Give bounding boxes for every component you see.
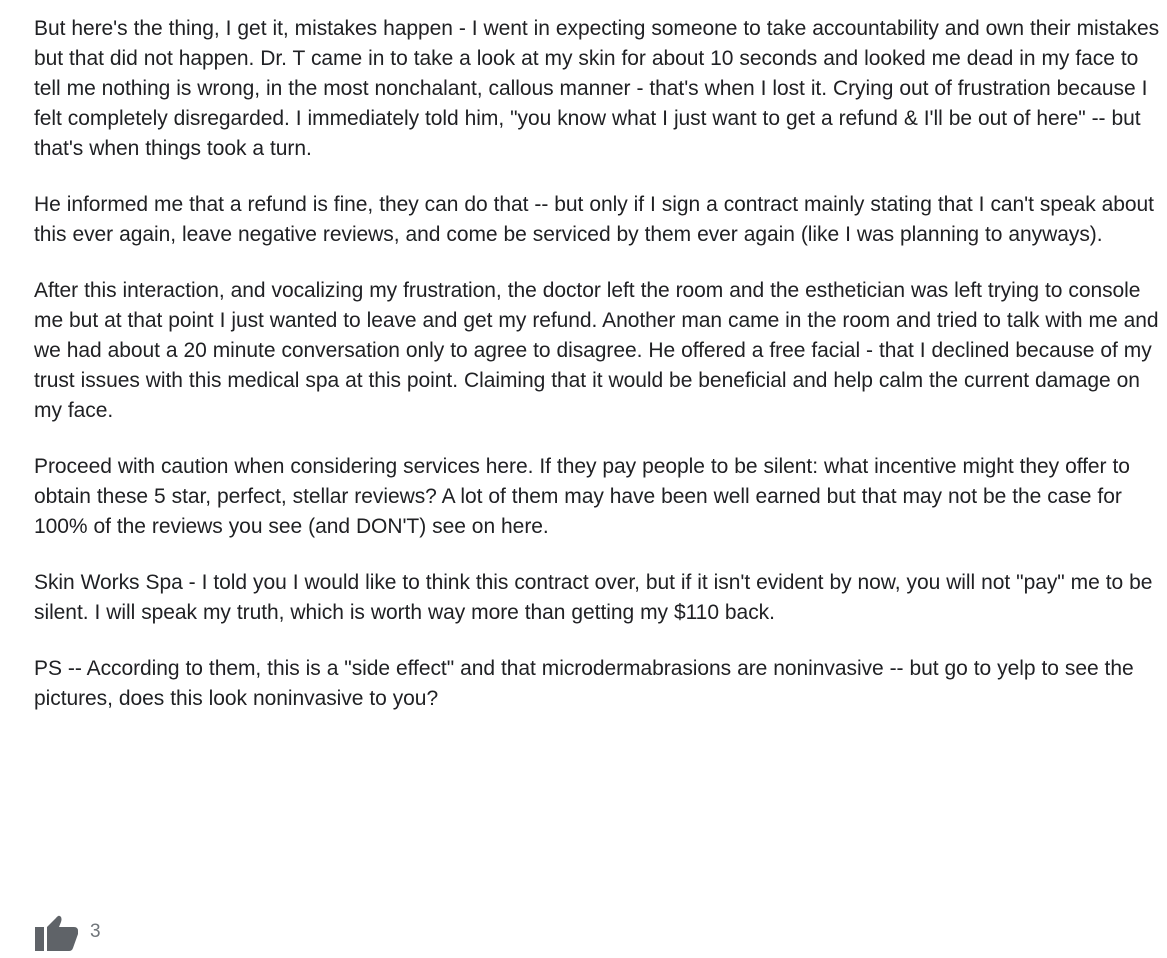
review-paragraph: After this interaction, and vocalizing my frustration, the doctor left the room and the esthetician was left trying to console me but at that point I just wanted to leave and get my refund. Another man came in the room and tried to talk with me and we had about a 20 minute conversation only to agree to disagree. He offered a free facial - that I declined because of my trust issues with this medical spa at this point. Claiming that it would be beneficial and help calm the current damage on my face. (34, 279, 1159, 422)
review-paragraph: He informed me that a refund is fine, they can do that -- but only if I sign a contract mainly stating that I can't speak about this ever again, leave negative reviews, and come be serviced by them ever again (like I was planning to anyways). (34, 193, 1154, 246)
review-text (34, 14, 1162, 714)
review-feedback (34, 912, 101, 952)
thumbs-up-icon (34, 912, 80, 952)
like-button[interactable] (34, 910, 101, 954)
review-paragraph: But here's the thing, I get it, mistakes happen - I went in expecting someone to take accountability and own their mistakes but that did not happen. Dr. T came in to take a look at my skin for about 10 seconds and looked me dead in my face to tell me nothing is wrong, in the most nonchalant, callous manner - that's when I lost it. Crying out of frustration because I felt completely disregarded. I immediately told him, "you know what I just want to get a refund & I'll be out of here" -- but that's when things took a turn. (34, 17, 1160, 160)
review-paragraph: Proceed with caution when considering services here. If they pay people to be silent: what incentive might they offer to obtain these 5 star, perfect, stellar reviews? A lot of them may have been well earned but that may not be the case for 100% of the reviews you see (and DON'T) see on here. (34, 455, 1130, 538)
review-paragraph: PS -- According to them, this is a "side effect" and that microdermabrasions are noninvasive -- but go to yelp to see the pictures, does this look noninvasive to you? (34, 657, 1134, 710)
like-count: 3 (90, 921, 101, 942)
review-paragraph: Skin Works Spa - I told you I would like to think this contract over, but if it isn't evident by now, you will not "pay" me to be silent. I will speak my truth, which is worth way more than getting my $110 back. (34, 571, 1153, 624)
